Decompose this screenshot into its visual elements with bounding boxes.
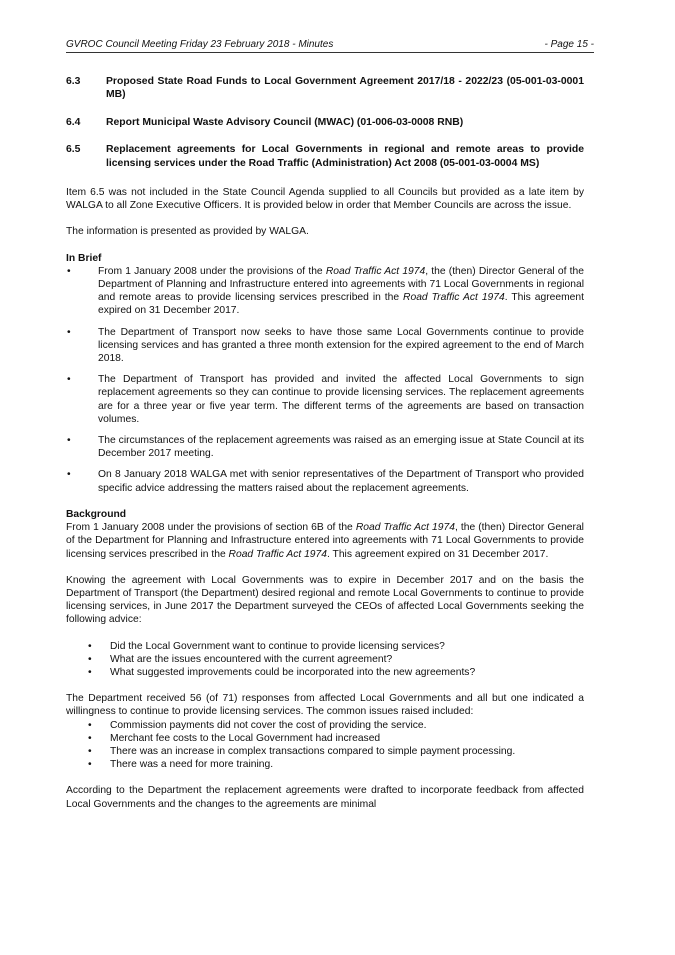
bullet-icon: • bbox=[88, 640, 92, 652]
in-brief-heading: In Brief bbox=[66, 252, 102, 264]
agenda-item-6-4 bbox=[66, 116, 584, 129]
list-item: • On 8 January 2018 WALGA met with senior representatives of the Department of Transport who provided specific advice addressing the matters raised about the replacement agreements. bbox=[67, 469, 584, 494]
intro-source-note: The information is presented as provided by WALGA. bbox=[66, 226, 309, 238]
item-number: 6.4 bbox=[66, 116, 81, 128]
bullet-icon: • bbox=[88, 732, 92, 744]
bullet-icon: • bbox=[88, 745, 92, 757]
in-brief-list bbox=[66, 265, 584, 495]
document-body bbox=[66, 75, 584, 811]
background-paragraph-4: According to the Department the replacement agreements were drafted to incorporate feedback from affected Local Governments and the changes to the agreements are minimal bbox=[66, 785, 584, 810]
background-paragraph-3: The Department received 56 (of 71) responses from affected Local Governments and all but one indicated a willingness to continue to provide licensing services. The common issues raised included: bbox=[66, 693, 584, 718]
issues-list bbox=[66, 719, 584, 772]
item-number: 6.5 bbox=[66, 144, 81, 156]
bullet-icon: • bbox=[67, 326, 71, 338]
item-title: Report Municipal Waste Advisory Council (MWAC) (01-006-03-0008 RNB) bbox=[106, 116, 464, 128]
bullet-icon: • bbox=[67, 265, 71, 277]
header-page-number: - Page 15 - bbox=[544, 39, 594, 50]
list-item: • The Department of Transport now seeks to have those same Local Governments continue to provide licensing services and has granted a three month extension for the expired agreement to the end of March 2018. bbox=[67, 326, 584, 365]
intro-paragraph: Item 6.5 was not included in the State Council Agenda supplied to all Councils but provided as a late item by WALGA to all Zone Executive Officers. It is provided below in order that Member Councils are across the issue. bbox=[66, 187, 584, 212]
page-header bbox=[66, 38, 594, 53]
survey-questions-list bbox=[66, 640, 584, 680]
list-item: • The circumstances of the replacement agreements was raised as an emerging issue at State Council at its December 2017 meeting. bbox=[67, 435, 584, 460]
list-item: • What suggested improvements could be incorporated into the new agreements? bbox=[88, 666, 476, 678]
list-item: • What are the issues encountered with the current agreement? bbox=[88, 653, 393, 665]
list-item: • There was a need for more training. bbox=[88, 759, 274, 771]
agenda-item-6-3 bbox=[66, 75, 584, 102]
background-paragraph-1: From 1 January 2008 under the provisions of section 6B of the Road Traffic Act 1974, the (then) Director General of the Department for Planning and Infrastructure entered into agreements with 71 Local Governments to provide licensing services prescribed in the Road Traffic Act 1974. This agreement expired on 31 December 2017. bbox=[66, 522, 584, 560]
bullet-icon: • bbox=[67, 435, 71, 447]
list-item: • Did the Local Government want to continue to provide licensing services? bbox=[88, 640, 445, 652]
list-item: • The Department of Transport has provided and invited the affected Local Governments to sign replacement agreements so they can continue to provide licensing services. The replacement agreements are for a three year or five year term. The different terms of the agreements are based on transaction volumes. bbox=[67, 374, 584, 425]
bullet-icon: • bbox=[88, 719, 92, 731]
bullet-icon: • bbox=[67, 469, 71, 481]
item-title: Proposed State Road Funds to Local Government Agreement 2017/18 - 2022/23 (05-001-03-0001 MB) bbox=[106, 76, 584, 101]
list-item: • Merchant fee costs to the Local Government had increased bbox=[88, 732, 381, 744]
agenda-item-6-5 bbox=[66, 143, 584, 170]
item-title: Replacement agreements for Local Governments in regional and remote areas to provide licensing services under the Road Traffic (Administration) Act 2008 (05-001-03-0004 MS) bbox=[106, 144, 584, 169]
list-item: • From 1 January 2008 under the provisions of the Road Traffic Act 1974, the (then) Director General of the Department of Planning and Infrastructure entered into agreements with 71 Local Governments in regional and remote areas to provide licensing services prescribed in the Road Traffic Act 1974. This agreement expired on 31 December 2017. bbox=[67, 265, 584, 317]
bullet-icon: • bbox=[88, 759, 92, 771]
list-item: • Commission payments did not cover the cost of providing the service. bbox=[88, 719, 427, 731]
background-paragraph-2: Knowing the agreement with Local Governments was to expire in December 2017 and on the basis the Department of Transport (the Department) desired regional and remote Local Governments to continue to provide licensing services, in June 2017 the Department surveyed the CEOs of affected Local Governments seeking the following advice: bbox=[66, 574, 584, 626]
header-meeting-title: GVROC Council Meeting Friday 23 February 2018 - Minutes bbox=[66, 39, 334, 50]
list-item: • There was an increase in complex transactions compared to simple payment processing. bbox=[88, 745, 516, 757]
bullet-icon: • bbox=[88, 653, 92, 665]
bullet-icon: • bbox=[67, 374, 71, 386]
bullet-icon: • bbox=[88, 666, 92, 678]
item-number: 6.3 bbox=[66, 76, 81, 87]
background-heading: Background bbox=[66, 508, 127, 520]
